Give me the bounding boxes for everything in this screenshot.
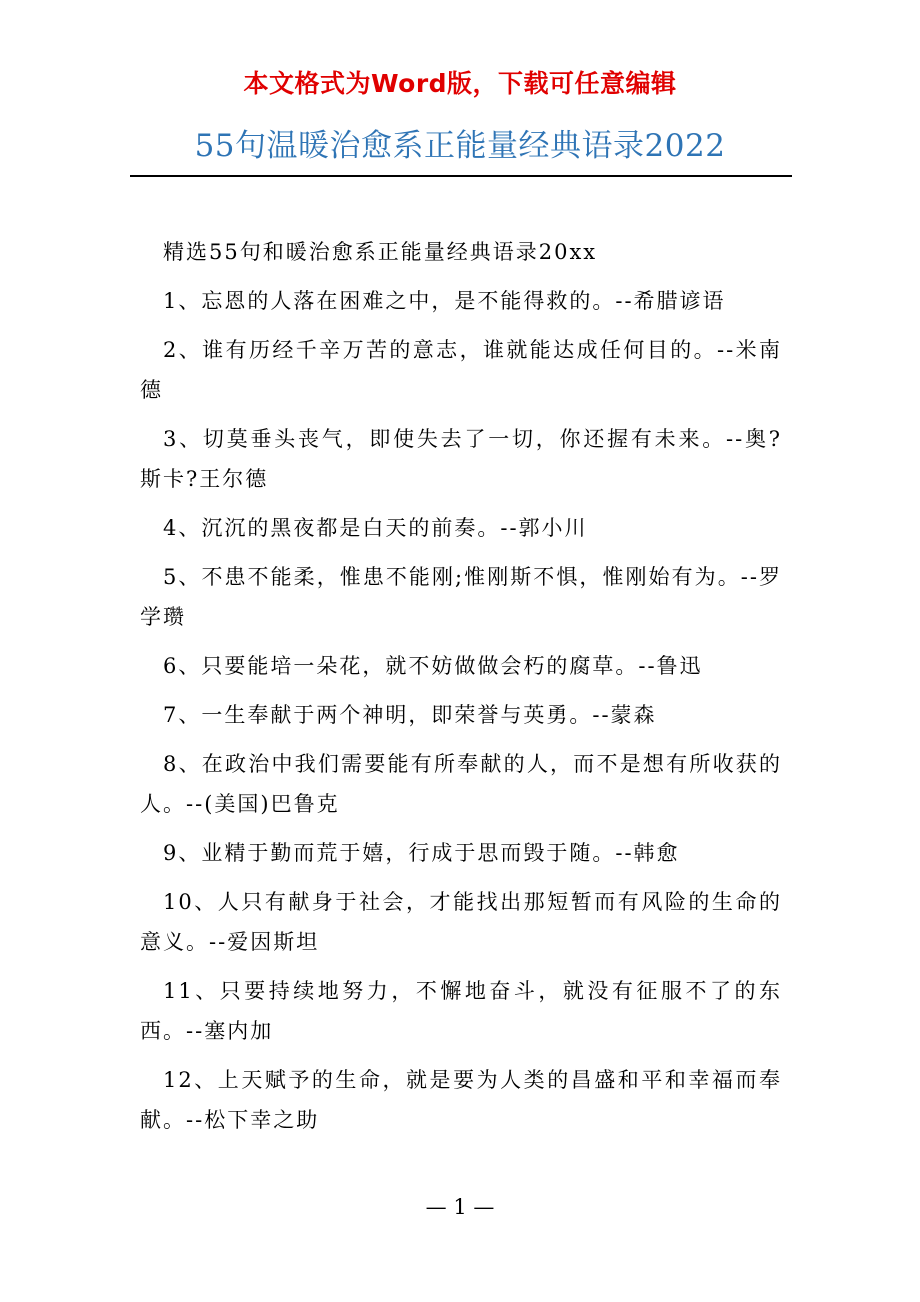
quote-paragraph: 6、只要能培一朵花，就不妨做做会朽的腐草。--鲁迅 <box>163 654 703 678</box>
title-divider <box>130 175 792 177</box>
quote-paragraph: 11、只要持续地努力，不懈地奋斗，就没有征服不了的东西。--塞内加 <box>140 979 782 1043</box>
quote-paragraph: 3、切莫垂头丧气，即使失去了一切，你还握有未来。--奥?斯卡?王尔德 <box>140 427 782 491</box>
intro-paragraph: 精选55句和暖治愈系正能量经典语录20xx <box>163 240 598 264</box>
quote-paragraph: 8、在政治中我们需要能有所奉献的人，而不是想有所收获的人。--(美国)巴鲁克 <box>140 752 782 816</box>
quote-paragraph: 2、谁有历经千辛万苦的意志，谁就能达成任何目的。--米南德 <box>140 338 782 402</box>
quote-paragraph: 5、不患不能柔，惟患不能刚;惟刚斯不惧，惟刚始有为。--罗学瓒 <box>140 565 782 629</box>
page-number: — 1 — <box>425 1195 495 1219</box>
quote-paragraph: 12、上天赋予的生命，就是要为人类的昌盛和平和幸福而奉献。--松下幸之助 <box>140 1068 782 1132</box>
document-body <box>140 232 782 1149</box>
document-title: 55句温暖治愈系正能量经典语录2022 <box>194 128 726 164</box>
quote-paragraph: 10、人只有献身于社会，才能找出那短暂而有风险的生命的意义。--爱因斯坦 <box>140 890 782 954</box>
quote-paragraph: 1、忘恩的人落在困难之中，是不能得救的。--希腊谚语 <box>163 289 726 313</box>
quote-paragraph: 4、沉沉的黑夜都是白天的前奏。--郭小川 <box>163 516 588 540</box>
format-notice-banner: 本文格式为Word版，下载可任意编辑 <box>243 69 677 98</box>
quote-paragraph: 9、业精于勤而荒于嬉，行成于思而毁于随。--韩愈 <box>163 841 680 865</box>
quote-paragraph: 7、一生奉献于两个神明，即荣誉与英勇。--蒙森 <box>163 703 657 727</box>
